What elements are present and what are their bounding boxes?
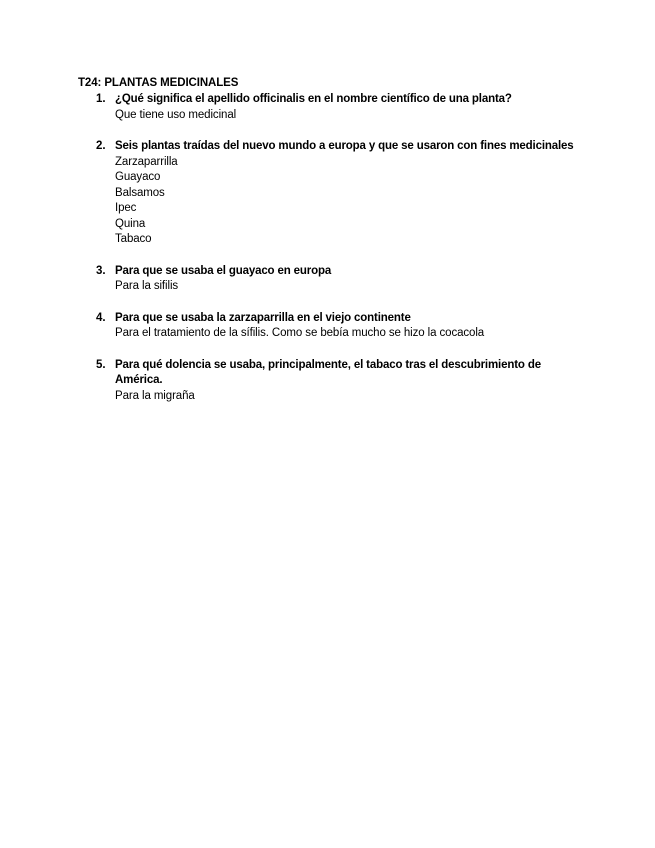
answer-list — [115, 108, 585, 124]
answer-line: Zarzaparrilla — [115, 155, 178, 168]
question-text: Para qué dolencia se usaba, principalmente, el tabaco tras el descubrimiento de América. — [115, 358, 541, 386]
answer-list — [115, 155, 585, 248]
question-item-1 — [0, 92, 655, 123]
question-item-3 — [0, 264, 655, 295]
answer-list — [115, 279, 585, 295]
question-item-5 — [0, 358, 655, 405]
question-number: 5. — [96, 358, 106, 371]
question-text: Para que se usaba el guayaco en europa — [115, 264, 332, 277]
answer-line: Para el tratamiento de la sífilis. Como se bebía mucho se hizo la cocacola — [115, 327, 485, 339]
answer-list — [115, 389, 585, 405]
question-number: 4. — [96, 311, 106, 324]
question-item-4 — [0, 311, 655, 342]
answer-line: Para la migraña — [115, 389, 195, 402]
answer-line: Guayaco — [115, 171, 161, 183]
question-text: ¿Qué significa el apellido officinalis en el nombre científico de una planta? — [115, 93, 512, 105]
answer-line: Para la sifilis — [115, 280, 179, 292]
answer-line: Que tiene uso medicinal — [115, 108, 237, 121]
answer-list — [115, 326, 585, 342]
answer-line: Tabaco — [115, 233, 152, 245]
question-text: Seis plantas traídas del nuevo mundo a europa y que se usaron con fines medicinales — [115, 140, 574, 152]
document-title: T24: PLANTAS MEDICINALES — [78, 77, 239, 89]
answer-line: Balsamos — [115, 186, 165, 199]
question-number: 3. — [96, 264, 106, 277]
question-number: 2. — [96, 140, 106, 152]
question-list — [0, 92, 655, 420]
question-number: 1. — [96, 93, 106, 105]
question-item-2 — [0, 139, 655, 248]
answer-line: Ipec — [115, 202, 137, 214]
question-text: Para que se usaba la zarzaparrilla en el viejo continente — [115, 311, 411, 324]
answer-line: Quina — [115, 217, 146, 230]
